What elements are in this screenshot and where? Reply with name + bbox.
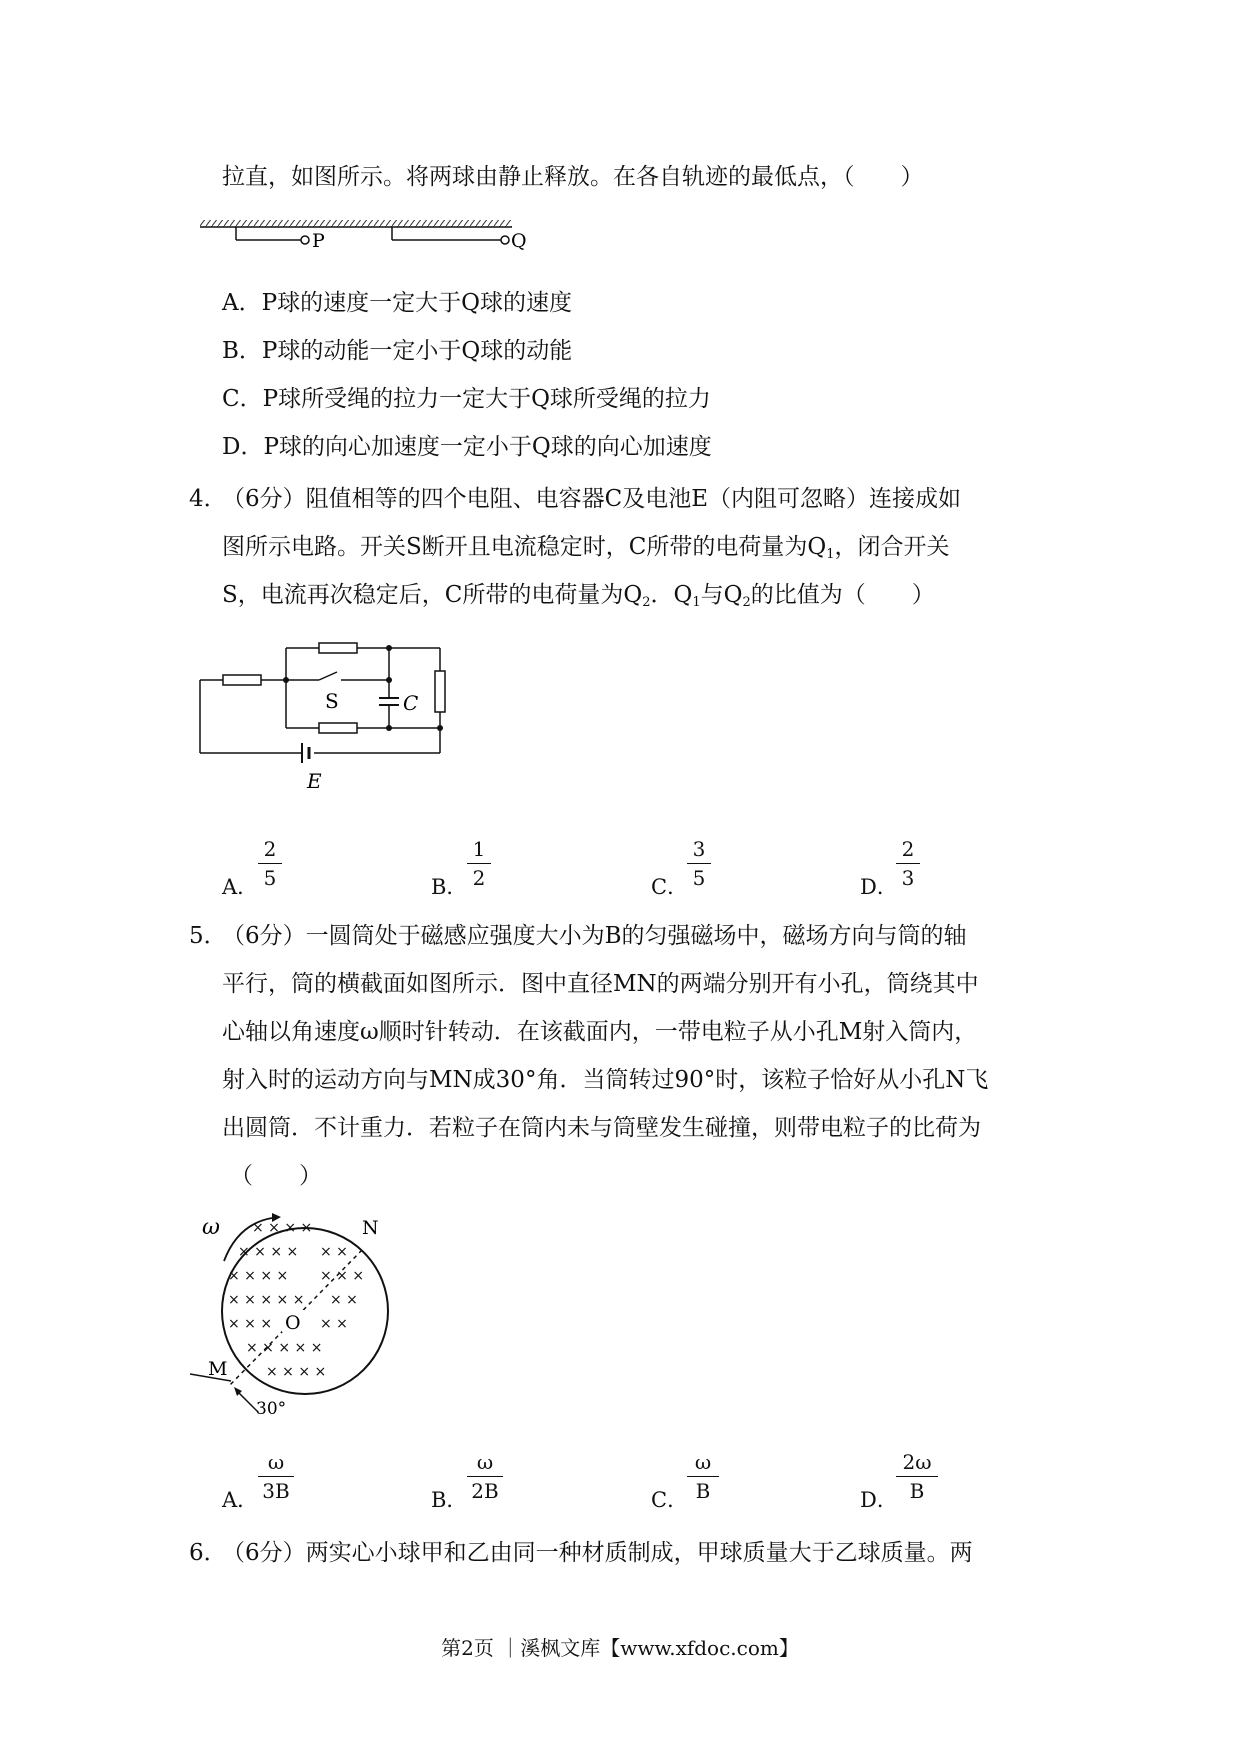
q3-option-a: A．P球的速度一定大于Q球的速度	[222, 290, 572, 316]
q5-choice-c-fraction: ω B	[687, 1451, 719, 1502]
q4-choice-c-label: C．	[651, 875, 689, 899]
label-q: Q	[511, 230, 527, 252]
q4-number: 4．	[189, 486, 227, 512]
q5-line-5: 出圆筒．不计重力．若粒子在筒内未与筒壁发生碰撞，则带电粒子的比荷为	[222, 1115, 981, 1141]
resistor-top	[319, 643, 357, 653]
q4-choice-b-fraction: 1 2	[467, 838, 491, 889]
q5-number: 5．	[189, 923, 227, 949]
svg-text:× × ×: × × ×	[320, 1268, 365, 1284]
ball-p	[301, 236, 309, 244]
q5-choice-a-fraction: ω 3B	[258, 1451, 294, 1502]
q5-line-3: 心轴以角速度ω顺时针转动．在该截面内，一带电粒子从小孔M射入筒内，	[222, 1019, 978, 1045]
q3-option-c: C．P球所受绳的拉力一定大于Q球所受绳的拉力	[222, 386, 711, 412]
svg-text:× × × ×: × × × ×	[266, 1364, 327, 1380]
label-omega: ω	[202, 1215, 220, 1240]
ceiling-hatch	[200, 220, 512, 227]
svg-text:× × × × ×: × × × × ×	[228, 1292, 305, 1308]
ball-q	[501, 236, 509, 244]
q5-choice-a-label: A．	[222, 1488, 259, 1512]
q5-choice-d-fraction: 2ω B	[896, 1451, 938, 1502]
svg-text:× ×: × ×	[330, 1292, 358, 1308]
q5-line-4: 射入时的运动方向与MN成30°角．当筒转过90°时，该粒子恰好从小孔N飞	[222, 1067, 989, 1093]
resistor-right	[435, 671, 445, 712]
q4-choice-d-label: D．	[860, 875, 898, 899]
label-30-degrees: 30°	[256, 1399, 287, 1419]
q3-continuation-text: 拉直，如图所示。将两球由静止释放。在各自轨迹的最低点，（ ）	[222, 164, 924, 190]
q3-option-b: B．P球的动能一定小于Q球的动能	[222, 338, 573, 364]
label-s: S	[325, 689, 339, 713]
q4-choice-a-fraction: 2 5	[258, 838, 282, 889]
svg-text:× × × × ×: × × × × ×	[246, 1340, 323, 1356]
q4-circuit-figure	[195, 636, 465, 796]
q4-line-3: S，电流再次稳定后，C所带的电荷量为$Q_2$．$Q_1$与$Q_2$的比值为（ ）	[222, 582, 935, 610]
q4-choice-a-label: A．	[222, 875, 259, 899]
svg-text:× ×: × ×	[320, 1244, 348, 1260]
q5-choice-c-label: C．	[651, 1488, 689, 1512]
q5-cylinder-figure	[190, 1206, 405, 1421]
q5-choice-b-label: B．	[431, 1488, 468, 1512]
svg-text:× × × ×: × × × ×	[238, 1244, 299, 1260]
page-footer: 第2页 ｜溪枫文库【www.xfdoc.com】	[441, 1636, 799, 1660]
q4-choice-c-fraction: 3 5	[687, 838, 711, 889]
svg-text:× × × ×: × × × ×	[252, 1220, 313, 1236]
label-m: M	[208, 1358, 228, 1380]
q5-line-6: （ ）	[230, 1163, 322, 1189]
q6-number: 6．	[189, 1540, 227, 1566]
svg-text:× ×: × ×	[320, 1316, 348, 1332]
q4-choice-b-label: B．	[431, 875, 468, 899]
switch-s	[319, 672, 337, 680]
label-p: P	[312, 230, 325, 252]
q5-choice-b-fraction: ω 2B	[467, 1451, 503, 1502]
q4-line-2: 图所示电路。开关S断开且电流稳定时，C所带的电荷量为$Q_1$，闭合开关	[222, 534, 950, 562]
label-c: C	[403, 691, 419, 715]
label-e: E	[307, 769, 322, 793]
label-n: N	[362, 1217, 379, 1239]
q3-option-d: D．P球的向心加速度一定小于Q球的向心加速度	[222, 434, 712, 460]
q4-choice-d-fraction: 2 3	[896, 838, 920, 889]
svg-text:× × ×: × × ×	[228, 1316, 273, 1332]
resistor-left	[223, 675, 261, 685]
svg-text:× × × ×: × × × ×	[228, 1268, 289, 1284]
q3-figure	[200, 218, 540, 256]
resistor-bottom	[319, 723, 357, 733]
q4-line-1: （6分）阻值相等的四个电阻、电容器C及电池E（内阻可忽略）连接成如	[222, 486, 962, 512]
q6-line-1: （6分）两实心小球甲和乙由同一种材质制成，甲球质量大于乙球质量。两	[222, 1540, 973, 1566]
q5-line-1: （6分）一圆筒处于磁感应强度大小为B的匀强磁场中，磁场方向与筒的轴	[222, 923, 967, 949]
q5-choice-d-label: D．	[860, 1488, 898, 1512]
label-o: O	[285, 1312, 301, 1334]
q5-line-2: 平行，筒的横截面如图所示．图中直径MN的两端分别开有小孔，筒绕其中	[222, 971, 979, 997]
